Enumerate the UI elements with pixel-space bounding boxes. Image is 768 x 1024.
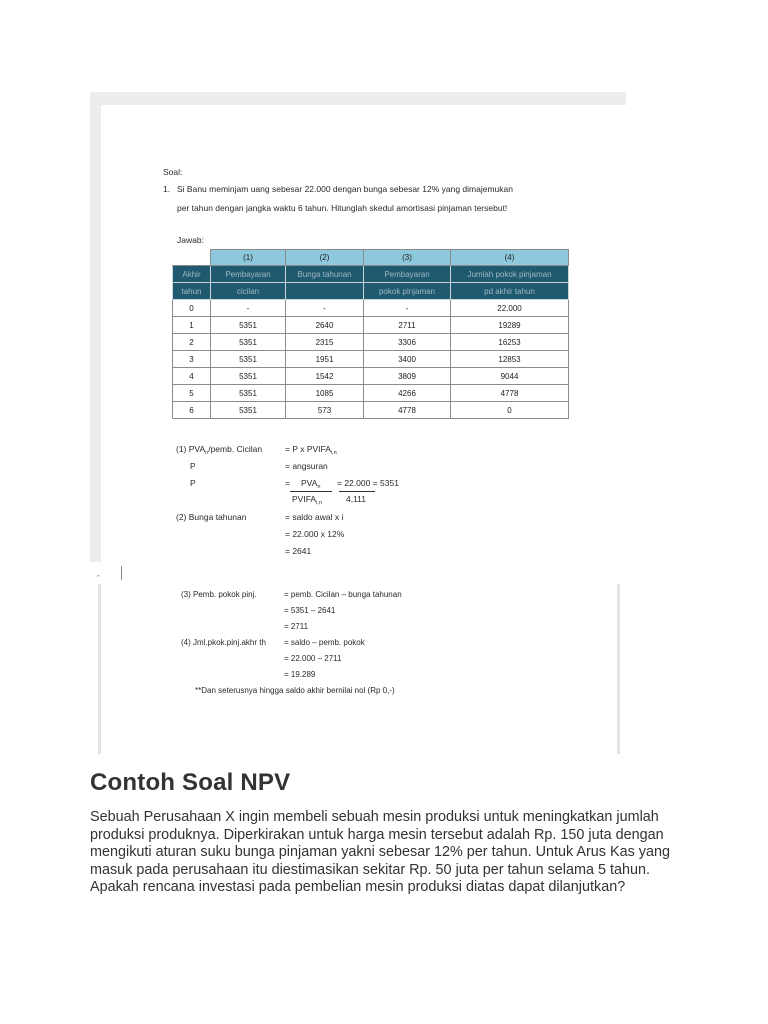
table-header: pd akhir tahun bbox=[451, 283, 569, 300]
table-cell: 1 bbox=[173, 317, 211, 334]
table-cell: 573 bbox=[286, 402, 364, 419]
problem-line-2: per tahun dengan jangka waktu 6 tahun. Hitunglah skedul amortisasi pinjaman tersebut! bbox=[177, 203, 508, 213]
formula-2-line-3: = 2641 bbox=[285, 546, 312, 556]
table-row bbox=[173, 317, 569, 334]
formula-2-line-2: = 22.000 x 12% bbox=[285, 529, 345, 539]
formula-4-line-1: = saldo – pemb. pokok bbox=[284, 638, 365, 647]
text-cursor-mark bbox=[121, 566, 122, 580]
table-column-number-row bbox=[173, 250, 569, 266]
answer-label: Jawab: bbox=[177, 235, 204, 245]
formula-p2-eq: = bbox=[285, 478, 290, 488]
formula-3-line-1: = pemb. Cicilan – bunga tahunan bbox=[284, 590, 402, 599]
table-cell: 4778 bbox=[364, 402, 451, 419]
fraction-bar bbox=[339, 491, 375, 492]
table-cell: 2640 bbox=[286, 317, 364, 334]
table-cell: 4266 bbox=[364, 385, 451, 402]
table-cell: 22.000 bbox=[451, 300, 569, 317]
table-header: Pembayaran bbox=[364, 266, 451, 283]
formula-1-label: (1) $PVA_n$/pemb. Cicilan bbox=[176, 444, 263, 456]
table-column-number: (4) bbox=[451, 250, 569, 266]
table-header-row-2 bbox=[173, 283, 569, 300]
amortization-table bbox=[172, 249, 569, 419]
table-header: Pembayaran bbox=[211, 266, 286, 283]
table-column-number: (1) bbox=[211, 250, 286, 266]
table-cell: 5351 bbox=[211, 317, 286, 334]
problem-line-1: Si Banu meminjam uang sebesar 22.000 dengan bunga sebesar 12% yang dimajemukan bbox=[177, 184, 513, 194]
table-cell: 6 bbox=[173, 402, 211, 419]
table-header: pokok pinjaman bbox=[364, 283, 451, 300]
table-cell: 5351 bbox=[211, 334, 286, 351]
formula-2-line-1: = saldo awal x i bbox=[285, 512, 344, 522]
formula-p2-denominator: $PVIFA_{i,n}$ bbox=[292, 494, 322, 506]
table-cell: 0 bbox=[173, 300, 211, 317]
table-cell: 0 bbox=[451, 402, 569, 419]
formula-p2-label: P bbox=[190, 478, 196, 488]
formula-3-line-2: = 5351 – 2641 bbox=[284, 606, 336, 615]
problem-number: 1. bbox=[163, 184, 171, 194]
table-row bbox=[173, 334, 569, 351]
section-heading: Contoh Soal NPV bbox=[90, 769, 291, 796]
table-header: tahun bbox=[173, 283, 211, 300]
table-cell: 1542 bbox=[286, 368, 364, 385]
caret-up-icon: ˆ bbox=[97, 574, 100, 584]
table-header-blank bbox=[173, 250, 211, 266]
formula-4-label: (4) Jml.pkok.pinj.akhr th bbox=[181, 638, 266, 647]
formula-p2-result: = 22.000 = 5351 bbox=[337, 478, 399, 488]
table-cell: 3 bbox=[173, 351, 211, 368]
table-cell: 2711 bbox=[364, 317, 451, 334]
table-cell: 3306 bbox=[364, 334, 451, 351]
table-cell: 3400 bbox=[364, 351, 451, 368]
formula-p2-numerator: $PVA_n$ bbox=[301, 478, 321, 490]
table-header: Akhir bbox=[173, 266, 211, 283]
continuation-note: **Dan seterusnya hingga saldo akhir bernilai nol (Rp 0,-) bbox=[195, 686, 395, 695]
table-cell: 4 bbox=[173, 368, 211, 385]
table-row bbox=[173, 351, 569, 368]
problem-label: Soal: bbox=[163, 167, 183, 177]
table-header-row-1 bbox=[173, 266, 569, 283]
table-cell: 5351 bbox=[211, 368, 286, 385]
table-header bbox=[286, 283, 364, 300]
table-column-number: (2) bbox=[286, 250, 364, 266]
table-column-number: (3) bbox=[364, 250, 451, 266]
table-row bbox=[173, 300, 569, 317]
table-header: cicilan bbox=[211, 283, 286, 300]
table-cell: - bbox=[364, 300, 451, 317]
table-cell: 9044 bbox=[451, 368, 569, 385]
formula-p-rhs: = angsuran bbox=[285, 461, 328, 471]
table-cell: 4778 bbox=[451, 385, 569, 402]
table-row bbox=[173, 385, 569, 402]
section-paragraph: Sebuah Perusahaan X ingin membeli sebuah mesin produksi untuk meningkatkan jumlah produksi produknya. Diperkirakan untuk harga mesin tersebut adalah Rp. 150 juta dengan mengikuti aturan suku bunga pinjaman yakni sebesar 12% per tahun. Untuk Arus Kas yang masuk pada perusahaan itu diestimasikan sekitar Rp. 50 juta per tahun selama 5 tahun. Apakah rencana investasi pada pembelian mesin produksi diatas dapat dilanjutkan? bbox=[90, 809, 670, 895]
table-cell: 19289 bbox=[451, 317, 569, 334]
formula-2-label: (2) Bunga tahunan bbox=[176, 512, 247, 522]
formula-4-line-3: = 19.289 bbox=[284, 670, 316, 679]
formula-p-label: P bbox=[190, 461, 196, 471]
formula-4-line-2: = 22.000 – 2711 bbox=[284, 654, 342, 663]
formula-p2-denominator-value: 4,111 bbox=[346, 494, 367, 504]
table-cell: 2315 bbox=[286, 334, 364, 351]
document-image-page-2 bbox=[98, 584, 620, 754]
table-cell: 5351 bbox=[211, 351, 286, 368]
table-cell: 5 bbox=[173, 385, 211, 402]
table-cell: 2 bbox=[173, 334, 211, 351]
table-cell: 12853 bbox=[451, 351, 569, 368]
formula-3-line-3: = 2711 bbox=[284, 622, 309, 631]
table-cell: - bbox=[211, 300, 286, 317]
table-cell: 16253 bbox=[451, 334, 569, 351]
table-row bbox=[173, 402, 569, 419]
table-cell: 5351 bbox=[211, 402, 286, 419]
formula-3-label: (3) Pemb. pokok pinj. bbox=[181, 590, 257, 599]
table-cell: 3809 bbox=[364, 368, 451, 385]
table-header: Jumlah pokok pinjaman bbox=[451, 266, 569, 283]
formula-1-rhs: = P x $PVIFA_{i,n}$ bbox=[285, 444, 337, 456]
table-cell: 1085 bbox=[286, 385, 364, 402]
table-cell: 1951 bbox=[286, 351, 364, 368]
table-cell: 5351 bbox=[211, 385, 286, 402]
table-header: Bunga tahunan bbox=[286, 266, 364, 283]
table-cell: - bbox=[286, 300, 364, 317]
fraction-bar bbox=[290, 491, 332, 492]
table-row bbox=[173, 368, 569, 385]
